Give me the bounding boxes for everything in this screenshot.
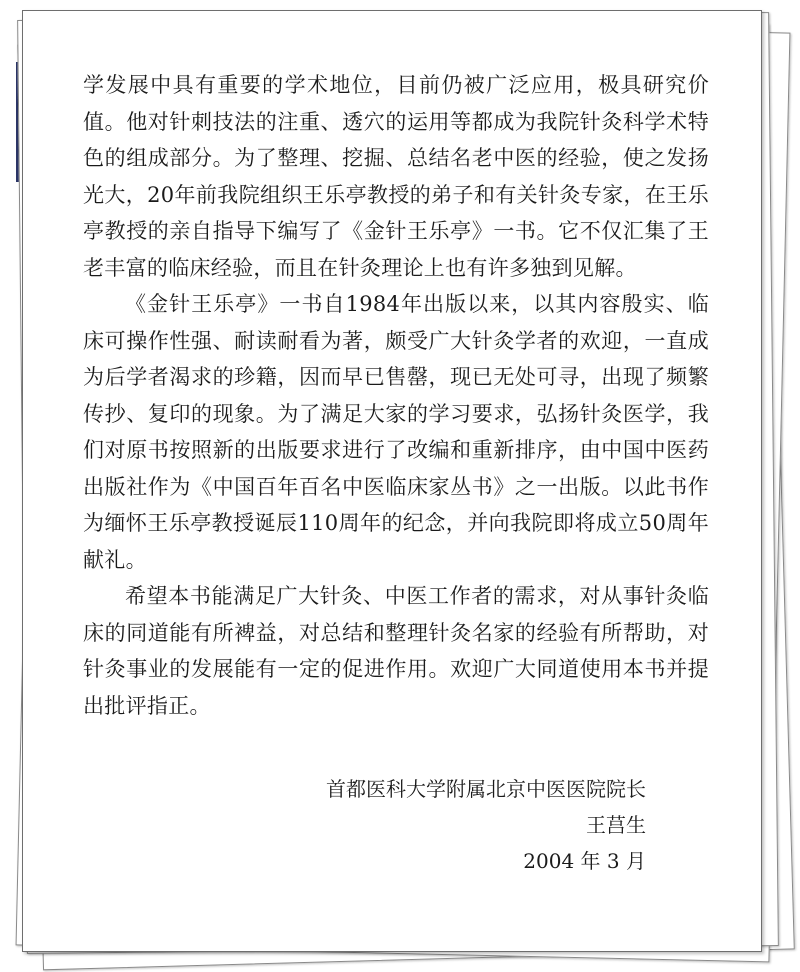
paragraph-continued: 学发展中具有重要的学术地位，目前仍被广泛应用，极具研究价值。他对针刺技法的注重、透穴的运用等都成为我院针灸科学术特色的组成部分。为了整理、挖掘、总结名老中医的经验，使之发扬光大，20年前我院组织王乐亭教授的弟子和有关针灸专家，在王乐亭教授的亲自指导下编写了《金针王乐亭》一书。它不仅汇集了王老丰富的临床经验，而且在针灸理论上也有许多独到见解。 (83, 73, 709, 280)
signature-block (326, 771, 646, 879)
signature-name: 王莒生 (586, 813, 646, 837)
document-page (22, 10, 762, 952)
paragraph: 《金针王乐亭》一书自1984年出版以来，以其内容殷实、临床可操作性强、耐读耐看为著，颇受广大针灸学者的欢迎，一直成为后学者渴求的珍籍，因而早已售罄，现已无处可寻，出现了频繁传抄、复印的现象。为了满足大家的学习要求，弘扬针灸医学，我们对原书按照新的出版要求进行了改编和重新排序，由中国中医药出版社作为《中国百年百名中医临床家丛书》之一出版。以此书作为缅怀王乐亭教授诞辰110周年的纪念，并向我院即将成立50周年献礼。 (83, 292, 709, 572)
paragraph: 希望本书能满足广大针灸、中医工作者的需求，对从事针灸临床的同道能有所裨益，对总结和整理针灸名家的经验有所帮助，对针灸事业的发展能有一定的促进作用。欢迎广大同道使用本书并提出批评指正。 (83, 584, 709, 718)
signature-organization: 首都医科大学附属北京中医医院院长 (326, 777, 646, 801)
body-text (83, 67, 709, 724)
signature-date: 2004 年 3 月 (523, 849, 646, 873)
